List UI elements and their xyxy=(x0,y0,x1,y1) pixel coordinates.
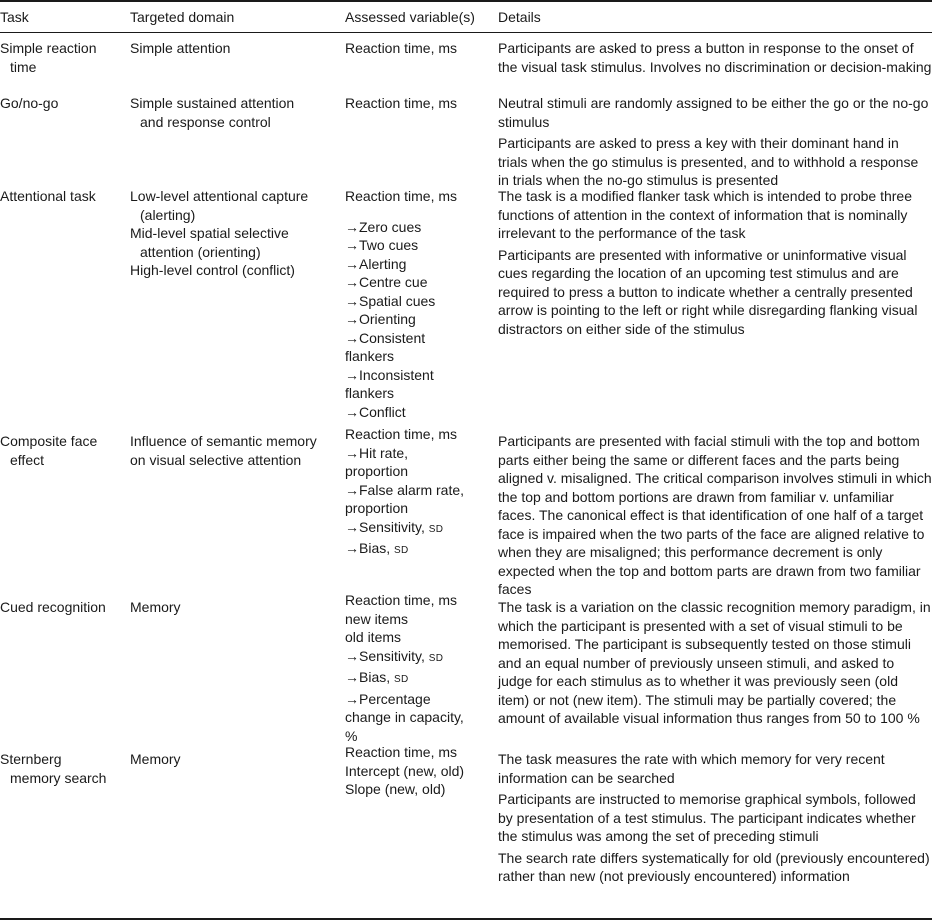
header-domain: Targeted domain xyxy=(130,9,235,25)
header-task: Task xyxy=(0,9,29,25)
row-6-domain: Memory xyxy=(130,751,181,767)
row-2-variables: Reaction time, ms xyxy=(345,95,458,111)
sd-label: SD xyxy=(394,545,409,556)
row-4-domain: Influence of semantic memory on visual selective attention xyxy=(130,433,317,468)
row-2-domain: Simple sustained attention and response control xyxy=(130,95,295,130)
sd-label: SD xyxy=(394,674,409,685)
sd-label: SD xyxy=(428,652,444,664)
row-3-task: Attentional task xyxy=(0,188,96,204)
row-4-task: Composite face effect xyxy=(0,433,98,468)
row-4-variables: Reaction time, ms →Hit rate, proportion →False alarm rate, proportion →Sensitivity, SD →Bias, SD xyxy=(345,426,465,556)
row-1-variables: Reaction time, ms xyxy=(345,40,458,56)
row-4-details: Participants are presented with facial stimuli with the top and bottom parts either being the same or different faces and the parts being aligned v. misaligned. The critical comparison involves stimuli in which the top and bottom portions are drawn from familiar v. unfamiliar faces. The canonical effect is that identification of one half of a target face is impaired when the two parts of the face are aligned relative to when they are misaligned; this performance decrement is only expected when the top and bottom parts are drawn from two familiar faces xyxy=(498,433,932,597)
row-6-details: The task measures the rate with which memory for very recent information can be searched Participants are instructed to memorise graphical symbols, followed by presentation of a test stimulus. The participant indicates whether the stimulus was among the set of preceding stimuli The search rate differs systematically for old (previously encountered) rather than new (not previously encountered) information xyxy=(498,751,930,884)
row-2-details: Neutral stimuli are randomly assigned to be either the go or the no-go stimulus Participants are asked to press a key with their dominant hand in trials when the go stimulus is presented, and to withhold a response in trials when the no-go stimulus is presented xyxy=(498,95,929,188)
row-6-variables: Reaction time, ms Intercept (new, old) Slope (new, old) xyxy=(345,744,465,797)
header-variables: Assessed variable(s) xyxy=(345,9,475,25)
row-2-task: Go/no-go xyxy=(0,95,59,111)
row-5-domain: Memory xyxy=(130,599,181,615)
row-5-task: Cued recognition xyxy=(0,599,106,615)
row-1-domain: Simple attention xyxy=(130,40,231,56)
row-3-domain: Low-level attentional capture (alerting) Mid-level spatial selective attention (orienting) High-level control (conflict) xyxy=(130,188,309,278)
row-5-details: The task is a variation on the classic recognition memory paradigm, in which the participant is presented with a set of visual stimuli to be memorised. The participant is subsequently tested on those stimuli and an equal number of previously unseen stimuli, and asked to judge for each stimulus as to whether it was previously seen (old item) or not (new item). The stimuli may be partially covered; the amount of available visual information thus ranges from 50 to 100 % xyxy=(498,599,931,726)
header-details: Details xyxy=(498,9,541,25)
row-3-variables: Reaction time, ms →Zero cues →Two cues →Alerting →Centre cue →Spatial cues →Orienting →Consistent flankers →Inconsistent flankers →Conflict xyxy=(345,188,458,420)
row-1-details: Participants are asked to press a button in response to the onset of the visual task stimulus. Involves no discrimination or decision-making xyxy=(498,40,932,75)
top-rule xyxy=(0,0,932,2)
bottom-rule xyxy=(0,918,932,920)
sd-label: SD xyxy=(428,523,444,535)
row-5-variables: Reaction time, ms new items old items →Sensitivity, SD →Bias, SD →Percentage change in capacity, % xyxy=(345,592,464,744)
row-1-task: Simple reaction time xyxy=(0,40,97,75)
row-3-details: The task is a modified flanker task which is intended to probe three functions of attention in the context of information that is nominally irrelevant to the performance of the task Participants are presented with informative or uninformative visual cues regarding the location of an upcoming test stimulus and are required to press a button to indicate whether a centrally presented arrow is pointing to the left or right while disregarding flanking visual distractors on either side of the stimulus xyxy=(498,188,918,337)
header-rule xyxy=(0,32,932,33)
row-6-task: Sternberg memory search xyxy=(0,751,107,786)
